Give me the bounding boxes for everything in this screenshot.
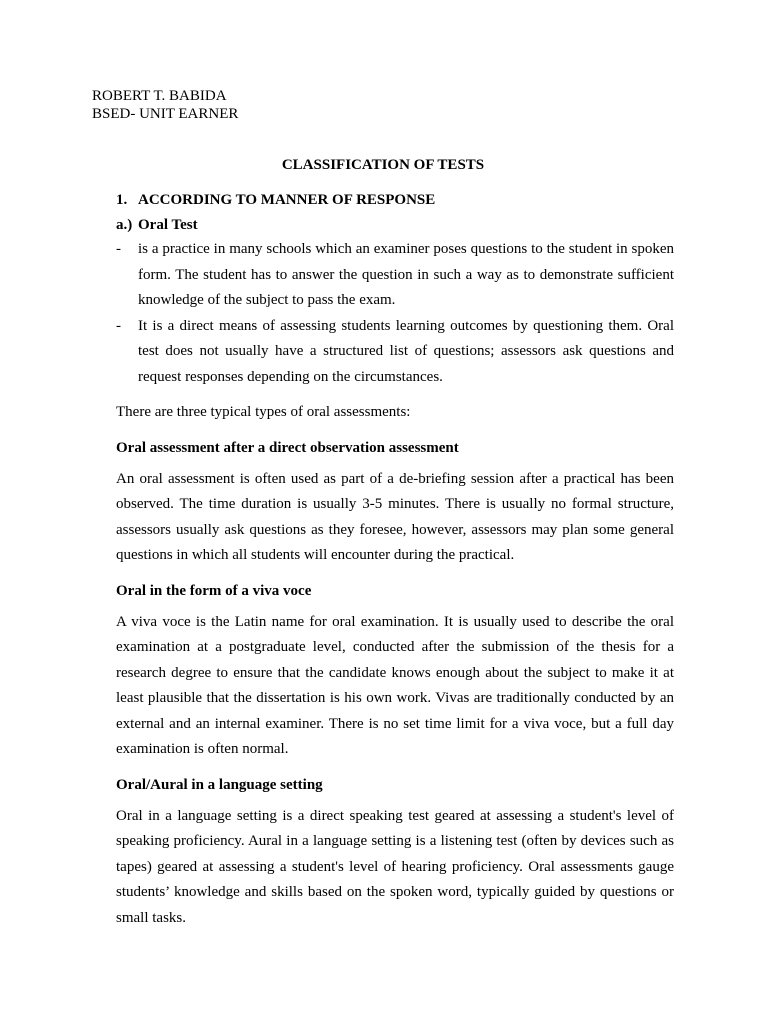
intro-paragraph: There are three typical types of oral assessments: xyxy=(116,404,411,420)
type-heading: Oral assessment after a direct observation assessment xyxy=(116,439,459,456)
type-heading: Oral/Aural in a language setting xyxy=(116,776,323,793)
list-item xyxy=(116,237,674,314)
list-item xyxy=(116,314,674,391)
subsection-number: a.) xyxy=(116,217,133,233)
section-title: ACCORDING TO MANNER OF RESPONSE xyxy=(138,192,436,208)
subsection-title: Oral Test xyxy=(138,217,198,233)
type-paragraph: A viva voce is the Latin name for oral examination. It is usually used to describe the oral examination at a postgraduate level, conducted after the submission of the thesis for a research degree to ensure that the candidate knows enough about the subject to make it at least plausible that the dissertation is his own work. Vivas are traditionally conducted by an external and an internal examiner. There is no set time limit for a viva voce, but a full day examination is often normal. xyxy=(116,613,674,757)
subsection-heading xyxy=(116,215,674,235)
bullet-marker: - xyxy=(116,317,121,334)
type-paragraph: An oral assessment is often used as part of a de-briefing session after a practical has been observed. The time duration is usually 3-5 minutes. There is usually no formal structure, assessors usually ask questions as they foresee, however, assessors may plan some general questions in which all students will encounter during the practical. xyxy=(116,470,674,563)
author-block xyxy=(92,87,238,123)
bullet-text: is a practice in many schools which an examiner poses questions to the student in spoken form. The student has to answer the question in such a way as to demonstrate sufficient knowledge of the subject to pass the exam. xyxy=(138,241,674,308)
document-body xyxy=(116,155,674,931)
bullet-list xyxy=(116,237,674,390)
bullet-text: It is a direct means of assessing students learning outcomes by questioning them. Oral test does not usually have a structured list of questions; assessors ask questions and request responses depending on the circumstances. xyxy=(138,317,674,385)
section-number: 1. xyxy=(116,192,128,208)
type-heading: Oral in the form of a viva voce xyxy=(116,582,312,599)
section-heading xyxy=(116,190,674,210)
type-paragraph: Oral in a language setting is a direct speaking test geared at assessing a student's level of speaking proficiency. Aural in a language setting is a listening test (often by devices such as tapes) geared at assessing a student's level of hearing proficiency. Oral assessments gauge students’ knowledge and skills based on the spoken word, typically guided by questions or small tasks. xyxy=(116,807,674,926)
bullet-marker: - xyxy=(116,241,121,257)
author-role: BSED- UNIT EARNER xyxy=(92,106,239,122)
author-name: ROBERT T. BABIDA xyxy=(92,88,227,104)
document-title: CLASSIFICATION OF TESTS xyxy=(281,157,485,173)
